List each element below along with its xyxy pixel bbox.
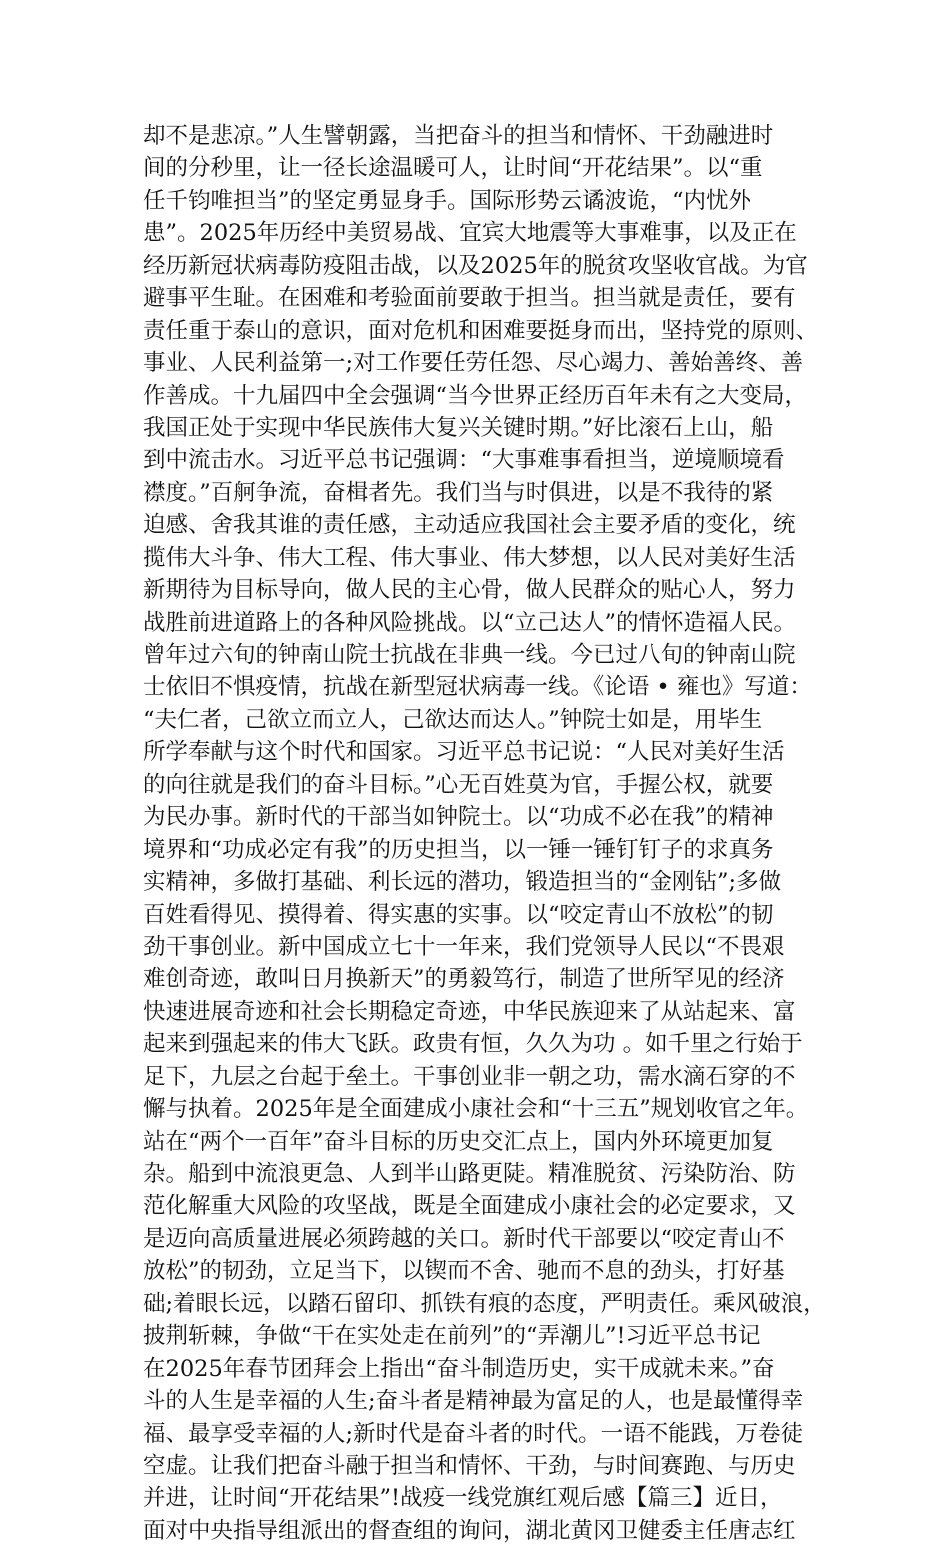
text-line: 百姓看得见、摸得着、得实惠的实事。以“咬定青山不放松”的韧 — [143, 901, 774, 928]
text-line: 迫感、舍我其谁的责任感，主动适应我国社会主要矛盾的变化，统 — [143, 512, 796, 539]
document-body — [143, 120, 826, 1547]
text-line: 足下，九层之台起于垒土。干事创业非一朝之功，需水滴石穿的不 — [143, 1063, 796, 1090]
text-line: 事业、人民利益第一;对工作要任劳任怨、尽心竭力、善始善终、善 — [143, 350, 804, 377]
text-line: 我国正处于实现中华民族伟大复兴关键时期。”好比滚石上山，船 — [143, 414, 774, 441]
text-line: 间的分秒里，让一径长途温暖可人，让时间“开花结果”。以“重 — [143, 155, 763, 182]
text-line: 础;着眼长远，以踏石留印、抓铁有痕的态度，严明责任。乘风破浪， — [143, 1290, 826, 1317]
text-line: 站在“两个一百年”奋斗目标的历史交汇点上，国内外环境更加复 — [143, 1128, 774, 1155]
text-line: 任千钧唯担当”的坚定勇显身手。国际形势云谲波诡，“内忧外 — [143, 187, 752, 214]
text-line: 曾年过六旬的钟南山院士抗战在非典一线。今已过八旬的钟南山院 — [143, 642, 796, 668]
text-line: 福、最享受幸福的人;新时代是奋斗者的时代。一语不能践，万卷徒 — [143, 1420, 804, 1447]
text-line: 杂。船到中流浪更急、人到半山路更陡。精准脱贫、污染防治、防 — [143, 1161, 796, 1187]
text-line: 到中流击水。习近平总书记强调：“大事难事看担当，逆境顺境看 — [143, 447, 785, 474]
text-line: 懈与执着。2025年是全面建成小康社会和“十三五”规划收官之年。 — [143, 1096, 809, 1123]
text-line: 所学奉献与这个时代和国家。习近平总书记说：“人民对美好生活 — [143, 739, 785, 766]
text-line: 为民办事。新时代的干部当如钟院士。以“功成不必在我”的精神 — [143, 804, 774, 831]
text-line: 境界和“功成必定有我”的历史担当，以一锤一锤钉钉子的求真务 — [143, 836, 774, 863]
text-line: 披荆斩棘，争做“干在实处走在前列”的“弄潮儿”!习近平总书记 — [143, 1323, 761, 1350]
text-line: 面对中央指导组派出的督查组的询问，湖北黄冈卫健委主任唐志红 — [143, 1517, 796, 1544]
text-line: 起来到强起来的伟大飞跃。政贵有恒，久久为功 。如千里之行始于 — [143, 1031, 803, 1058]
text-line: 新期待为目标导向，做人民的主心骨，做人民群众的贴心人，努力 — [143, 577, 796, 604]
text-line: 在2025年春节团拜会上指出“奋斗制造历史，实干成就未来。”奋 — [143, 1355, 775, 1382]
text-line: 并进，让时间“开花结果”!战疫一线党旗红观后感【篇三】近日， — [143, 1485, 783, 1512]
text-line: 难创奇迹，敢叫日月换新天”的勇毅笃行，制造了世所罕见的经济 — [143, 966, 785, 993]
text-line: “夫仁者，己欲立而立人，己欲达而达人。”钟院士如是，用毕生 — [143, 706, 763, 733]
text-line: 劲干事创业。新中国成立七十一年来，我们党领导人民以“不畏艰 — [143, 933, 785, 960]
text-line: 士依旧不惧疫情，抗战在新型冠状病毒一线。《论语 • 雍也》写道： — [143, 674, 812, 701]
text-line: 责任重于泰山的意识，面对危机和困难要挺身而出，坚持党的原则、 — [143, 317, 819, 344]
text-line: 放松”的韧劲，立足当下，以锲而不舍、驰而不息的劲头，打好基 — [143, 1258, 785, 1285]
text-line: 空虚。让我们把奋斗融于担当和情怀、干劲，与时间赛跑、与历史 — [143, 1452, 796, 1479]
text-line: 却不是悲凉。”人生譬朝露，当把奋斗的担当和情怀、干劲融进时 — [143, 123, 774, 149]
text-line: 经历新冠状病毒防疫阻击战，以及2025年的脱贫攻坚收官战。为官 — [143, 252, 808, 279]
text-line: 战胜前进道路上的各种风险挑战。以“立己达人”的情怀造福人民。 — [143, 609, 797, 636]
text-line: 范化解重大风险的攻坚战，既是全面建成小康社会的必定要求，又 — [143, 1193, 796, 1220]
text-line: 作善成。十九届四中全会强调“当今世界正经历百年未有之大变局， — [143, 382, 808, 409]
text-line: 是迈向高质量进展必须跨越的关口。新时代干部要以“咬定青山不 — [143, 1225, 785, 1252]
text-line: 避事平生耻。在困难和考验面前要敢于担当。担当就是责任，要有 — [143, 285, 796, 312]
text-line: 斗的人生是幸福的人生;奋斗者是精神最为富足的人，也是最懂得幸 — [143, 1388, 804, 1415]
text-line: 揽伟大斗争、伟大工程、伟大事业、伟大梦想，以人民对美好生活 — [143, 544, 796, 571]
text-line: 襟度。”百舸争流，奋楫者先。我们当与时俱进，以是不我待的紧 — [143, 479, 774, 506]
text-line: 的向往就是我们的奋斗目标。”心无百姓莫为官，手握公权，就要 — [143, 771, 774, 798]
text-line: 实精神，多做打基础、利长远的潜功，锻造担当的“金刚钻”;多做 — [143, 869, 782, 896]
text-line: 快速进展奇迹和社会长期稳定奇迹，中华民族迎来了从站起来、富 — [143, 998, 796, 1025]
text-line: 患”。2025年历经中美贸易战、宜宾大地震等大事难事，以及正在 — [143, 220, 797, 247]
